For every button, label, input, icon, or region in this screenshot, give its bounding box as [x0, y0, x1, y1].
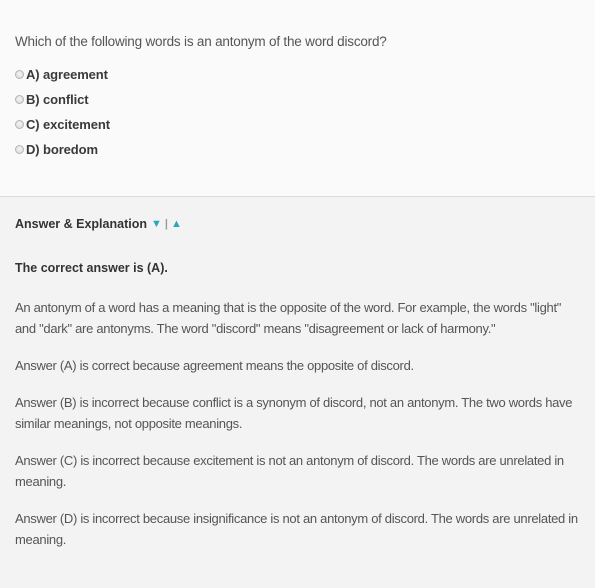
option-label: D) boredom — [26, 142, 98, 157]
radio-button-icon[interactable] — [15, 70, 24, 79]
answer-header-label: Answer & Explanation — [15, 217, 147, 231]
explanation-paragraph: Answer (A) is correct because agreement means the opposite of discord. — [15, 358, 414, 373]
radio-button-icon[interactable] — [15, 120, 24, 129]
caret-up-icon[interactable]: ▲ — [170, 218, 182, 230]
answer-options — [15, 62, 580, 162]
option-label: B) conflict — [26, 92, 89, 107]
toggle-separator: | — [164, 218, 168, 230]
option-d[interactable] — [15, 137, 580, 162]
answer-header — [15, 217, 580, 231]
option-c[interactable] — [15, 112, 580, 137]
correct-answer: The correct answer is (A). — [15, 261, 168, 275]
explanation-paragraph: Answer (D) is incorrect because insignificance is not an antonym of discord. The words are unrelated in meaning. — [15, 511, 578, 547]
explanation-paragraph: Answer (B) is incorrect because conflict is a synonym of discord, not an antonym. The two words have similar meanings, not opposite meanings. — [15, 395, 573, 431]
radio-button-icon[interactable] — [15, 145, 24, 154]
option-b[interactable] — [15, 87, 580, 112]
question-panel — [0, 0, 595, 197]
answer-toggle — [151, 218, 182, 230]
option-label: A) agreement — [26, 67, 108, 82]
explanation-paragraph: Answer (C) is incorrect because excitement is not an antonym of discord. The words are unrelated in meaning. — [15, 453, 564, 489]
option-label: C) excitement — [26, 117, 110, 132]
caret-down-icon[interactable]: ▼ — [150, 218, 162, 230]
explanation-paragraph: An antonym of a word has a meaning that is the opposite of the word. For example, the words "light" and "dark" are antonyms. The word "discord" means "disagreement or lack of harmony." — [15, 300, 562, 336]
question-text: Which of the following words is an antonym of the word discord? — [15, 34, 387, 49]
option-a[interactable] — [15, 62, 580, 87]
radio-button-icon[interactable] — [15, 95, 24, 104]
answer-panel — [0, 197, 595, 550]
